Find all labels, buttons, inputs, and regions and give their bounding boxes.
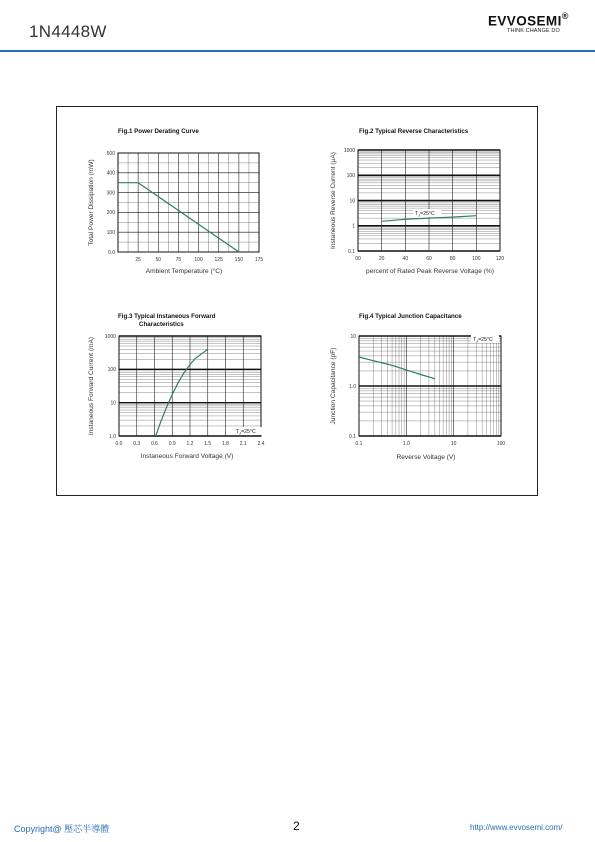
y-axis-label-4: Junction Capacitance (pF) — [330, 347, 337, 425]
part-number: 1N4448W — [29, 22, 107, 41]
y-tick-label: 0.1 — [349, 433, 356, 440]
y-tick-label: 1.0 — [109, 433, 116, 440]
y-tick-label: 200 — [106, 210, 115, 217]
brand-name: EVVOSEMI — [488, 13, 562, 29]
x-tick-label: 75 — [175, 257, 182, 263]
y-tick-label: 300 — [106, 190, 115, 197]
footer-copyright: Copyright@ 壓芯半導體 — [14, 824, 110, 834]
x-tick-label: 80 — [449, 256, 456, 262]
y-tick-label: 10 — [349, 198, 355, 205]
y-tick-label: 100 — [346, 173, 355, 180]
footer-page-number: 2 — [293, 819, 300, 833]
x-tick-label: 20 — [378, 256, 385, 262]
y-tick-label: 1000 — [343, 147, 355, 154]
x-tick-label: 2.4 — [257, 441, 265, 447]
annotation-2: $T_J=25^\circ C$ — [415, 211, 435, 218]
x-tick-label: 0.6 — [151, 441, 158, 447]
y-tick-label: 1.0 — [349, 383, 356, 390]
x-tick-label: 0.3 — [133, 441, 141, 447]
x-tick-label: 120 — [495, 256, 505, 262]
x-tick-label: 175 — [254, 257, 264, 263]
x-axis-label-4: Reverse Voltage (V) — [396, 454, 456, 461]
x-tick-label: 125 — [214, 257, 223, 263]
y-tick-label: 0.1 — [348, 248, 355, 255]
x-tick-label: 1.2 — [186, 441, 194, 447]
x-tick-label: 60 — [426, 256, 432, 262]
annotation-3: $T_J=25^\circ C$ — [236, 429, 256, 436]
y-axis-label-3: Instaneous Forward Current (mA) — [88, 336, 95, 436]
chart-title-4: Fig.4 Typical Junction Capacitance — [359, 313, 462, 320]
x-tick-label: 0.0 — [115, 441, 123, 447]
data-curve-4 — [359, 357, 435, 379]
x-tick-label: 50 — [155, 257, 162, 263]
y-axis-label-2: Instaneous Reverse Current (μA) — [330, 152, 337, 249]
x-axis-label-3: Instaneous Forward Voltage (V) — [140, 453, 234, 460]
x-tick-label: 25 — [135, 257, 141, 263]
x-tick-label: 1.8 — [222, 441, 229, 447]
y-tick-label: 10 — [350, 333, 356, 340]
x-tick-label: 100 — [496, 441, 506, 447]
y-axis-label-1: Total Power Dissipation (mW) — [88, 159, 95, 246]
x-tick-label: 0.9 — [168, 441, 176, 447]
y-tick-label: 100 — [107, 367, 116, 374]
x-axis-label-2: percent of Rated Peak Reverse Voltage (%) — [366, 268, 494, 275]
y-tick-label: 10 — [110, 400, 116, 407]
chart-title-line2-3: Characteristics — [139, 321, 184, 328]
x-tick-label: 100 — [194, 257, 203, 263]
x-tick-label: 10 — [450, 441, 457, 447]
x-axis-label-1: Ambient Temperature (°C) — [145, 268, 223, 275]
annotation-4: $T_J=25^\circ C$ — [473, 337, 493, 344]
y-tick-label: 1 — [352, 223, 355, 230]
x-tick-label: 100 — [472, 256, 481, 262]
footer-url[interactable]: http://www.evvosemi.com/ — [470, 823, 563, 832]
x-tick-label: 150 — [234, 257, 244, 263]
brand-tagline: THINK CHANGE DO — [507, 28, 560, 34]
x-tick-label: 2.1 — [239, 441, 247, 447]
y-tick-label: 100 — [106, 230, 115, 236]
registered-mark: ® — [561, 11, 569, 21]
chart-title-2: Fig.2 Typical Reverse Characteristics — [359, 128, 469, 135]
x-tick-label: 1.0 — [402, 441, 410, 447]
y-tick-label: 1000 — [104, 333, 116, 340]
y-tick-label: 400 — [106, 170, 115, 177]
y-tick-label: 0.0 — [108, 249, 115, 256]
x-tick-label: 40 — [402, 256, 409, 262]
y-tick-label: 500 — [106, 150, 115, 157]
chart-title-3: Fig.3 Typical Instaneous Forward — [118, 313, 216, 320]
x-tick-label: 0.1 — [355, 441, 363, 447]
chart-title-1: Fig.1 Power Derating Curve — [118, 128, 199, 135]
x-tick-label: 1.5 — [204, 441, 212, 447]
x-tick-label: 00 — [355, 256, 361, 262]
